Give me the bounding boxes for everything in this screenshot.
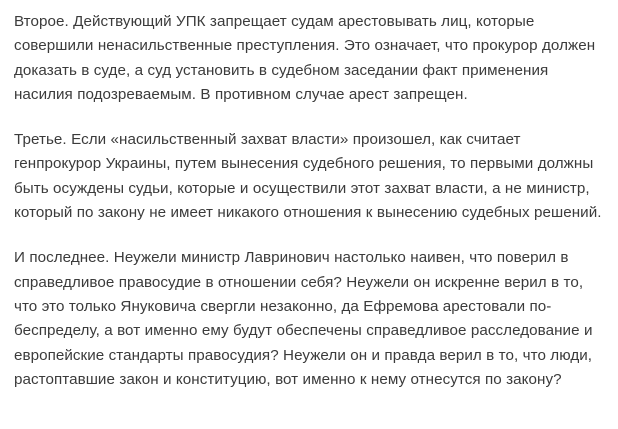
paragraph-last: И последнее. Неужели министр Лавринович настолько наивен, что поверил в справедливое правосудие в отношении себя? Неужели он искренне верил в то, что это только Януковича свергли незаконно, да Ефремова арестовали по-беспределу, а вот именно ему будут обеспечены справедливое расследование и европейские стандарты правосудия? Неужели он и правда верил в то, что люди, растоптавшие закон и конституцию, вот именно к нему отнесутся по закону? — [14, 249, 593, 388]
paragraph-second: Второе. Действующий УПК запрещает судам арестовывать лиц, которые совершили ненасильственные преступления. Это означает, что прокурор должен доказать в суде, а суд установить в судебном заседании факт применения насилия подозреваемым. В противном случае арест запрещен. — [14, 13, 596, 103]
paragraph-third: Третье. Если «насильственный захват власти» произошел, как считает генпрокурор Украины, путем вынесения судебного решения, то первыми должны быть осуждены судьи, которые и осуществили этот захват власти, а не министр, который по закону не имеет никакого отношения к вынесению судебных решений. — [14, 131, 602, 222]
